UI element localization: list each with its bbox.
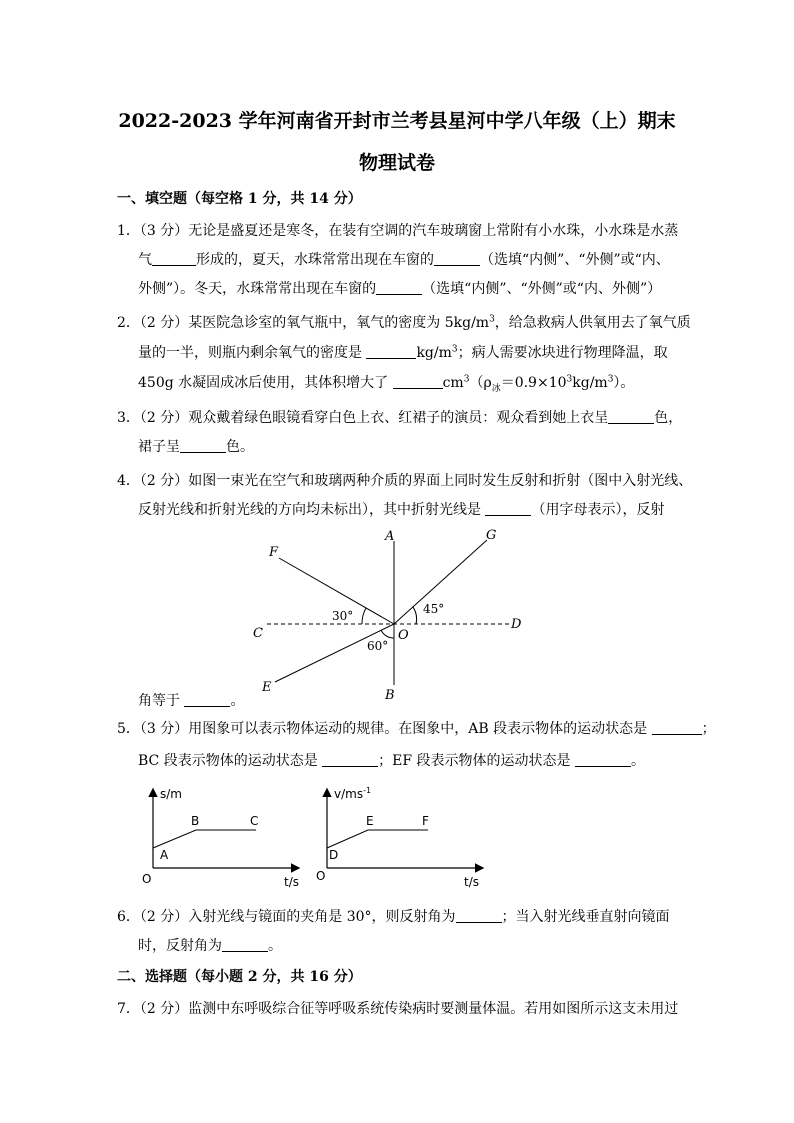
- vt-line: [327, 830, 428, 848]
- q1-text: 外侧”）。冬天，水珠常常出现在车窗的: [138, 281, 377, 297]
- q1-text: （选填“内侧”、“外侧”或“内、: [480, 252, 670, 268]
- q2-sub: 冰: [491, 383, 501, 394]
- q7-line1: 7．（2 分）监测中东呼吸综合征等呼吸系统传染病时要测量体温。若用如图所示这支未用过: [117, 1001, 679, 1017]
- q5-text: BC 段表示物体的运动状态是: [138, 753, 323, 769]
- vt-graph: [312, 782, 492, 892]
- q3-text: 色。: [226, 439, 254, 455]
- q1-line3: [138, 278, 661, 298]
- ray-oe: [275, 624, 394, 682]
- vt-label-f: F: [422, 814, 429, 828]
- q6-blank-2[interactable]: [222, 937, 268, 952]
- q4-text: （用字母表示），反射: [531, 502, 665, 518]
- q4-text: 反射光线和折射光线的方向均未标出），其中折射光线是: [138, 502, 486, 518]
- q2-text: 450g 水凝固成冰后使用，其体积增大了: [138, 375, 393, 391]
- q6-text: ；当入射光线垂直射向镜面: [501, 909, 670, 925]
- q2-text: 量的一半，则瓶内剩余氧气的密度是: [138, 345, 367, 361]
- q2-text: ＝0.9×10: [500, 375, 567, 391]
- q2-line1: [117, 312, 691, 332]
- q4-text: 。: [230, 693, 245, 709]
- label-b: B: [385, 688, 395, 703]
- q2-sup: 3: [607, 374, 614, 385]
- q6-line1: [117, 906, 670, 926]
- vt-ylabel-sup: -1: [363, 786, 372, 795]
- q5-line1: [117, 718, 716, 738]
- q6-line2: [138, 935, 282, 955]
- label-e: E: [262, 680, 272, 695]
- vt-label-d: D: [329, 848, 339, 862]
- q4-blank-2[interactable]: [184, 692, 230, 707]
- st-label-b: B: [191, 814, 200, 828]
- q2-text: kg/m: [416, 345, 452, 361]
- q1-line1: 1．（3 分）无论是盛夏还是寒冬，在装有空调的汽车玻璃窗上常附有小水珠，小水珠是水蒸: [117, 223, 679, 239]
- q3-text: 裙子呈: [138, 439, 180, 455]
- st-origin: O: [142, 872, 152, 886]
- page-title: 2022-2023 学年河南省开封市兰考县星河中学八年级（上）期末: [118, 110, 676, 132]
- q2-text: ）。: [613, 375, 635, 391]
- q2-line2: [138, 342, 668, 362]
- q1-line2: [138, 249, 670, 269]
- q6-text: 时，反射角为: [138, 938, 222, 954]
- q3-text: 3．（2 分）观众戴着绿色眼镜看穿白色上衣、红裙子的演员：观众看到她上衣呈: [117, 410, 609, 426]
- q2-line3: [138, 372, 634, 394]
- q2-text: 2．（2 分）某医院急诊室的氧气瓶中，氧气的密度为 5kg/m: [117, 315, 490, 331]
- vt-ylabel-text: v/ms: [334, 787, 364, 801]
- q2-sup: 3: [451, 344, 458, 355]
- st-label-c: C: [250, 814, 259, 828]
- q2-text: ；病人需要冰块进行物理降温，取: [457, 345, 668, 361]
- angle-label-30: 30°: [332, 609, 354, 623]
- q2-text: kg/m: [572, 375, 608, 391]
- label-o: O: [398, 628, 409, 643]
- q5-text: 。: [631, 753, 646, 769]
- q5-text: 5．（3 分）用图象可以表示物体运动的规律。在图象中，AB 段表示物体的运动状态是: [117, 721, 652, 737]
- arc-60: [381, 630, 394, 638]
- page-subtitle: 物理试卷: [358, 152, 435, 174]
- label-d: D: [511, 617, 522, 632]
- q1-blank-1[interactable]: [152, 251, 196, 266]
- angle-label-60: 60°: [367, 639, 389, 653]
- q2-sup: 3: [489, 314, 495, 325]
- q2-text: ，给急救病人供氧用去了氧气质: [494, 315, 691, 331]
- vt-xlabel: t/s: [464, 875, 479, 889]
- st-xlabel: t/s: [284, 875, 299, 889]
- q1-text: （选填“内侧”、“外侧”或“内、外侧”）: [422, 281, 662, 297]
- q5-line2: [138, 750, 645, 770]
- section-heading-choice: 二、选择题（每小题 2 分，共 16 分）: [117, 969, 362, 985]
- label-c: C: [253, 626, 263, 641]
- q6-text: 6．（2 分）入射光线与镜面的夹角是 30°，则反射角为: [117, 909, 456, 925]
- q3-text: 色，: [654, 410, 683, 426]
- section-heading-fill: 一、填空题（每空格 1 分，共 14 分）: [117, 191, 362, 207]
- q2-text: cm: [442, 375, 464, 391]
- q4-line3: [138, 690, 244, 710]
- st-graph: [138, 782, 308, 892]
- vt-label-e: E: [366, 814, 374, 828]
- q2-sup: 3: [463, 374, 470, 385]
- q1-text: 形成的，夏天，水珠常常出现在车窗的: [196, 252, 434, 268]
- q3-line2: [138, 436, 254, 456]
- refraction-diagram: [245, 525, 535, 705]
- label-f: F: [269, 545, 279, 560]
- angle-label-45: 45°: [423, 602, 445, 616]
- q4-line1: 4．（2 分）如图一束光在空气和玻璃两种介质的界面上同时发生反射和折射（图中入射光线、: [117, 473, 693, 489]
- q1-text: 气: [138, 252, 152, 268]
- q1-blank-2[interactable]: [434, 251, 480, 266]
- q4-line2: [138, 499, 664, 519]
- st-ylabel: s/m: [160, 787, 182, 801]
- q5-blank-3[interactable]: [575, 752, 631, 767]
- q3-blank-1[interactable]: [608, 409, 654, 424]
- q4-text: 角等于: [138, 693, 185, 709]
- st-line: [153, 830, 256, 848]
- vt-origin: O: [316, 869, 326, 883]
- q5-text: ；EF 段表示物体的运动状态是: [378, 753, 576, 769]
- st-label-a: A: [160, 848, 169, 862]
- q5-text: ；: [701, 721, 716, 737]
- q4-blank-1[interactable]: [485, 501, 531, 516]
- q5-blank-2[interactable]: [322, 752, 378, 767]
- label-g: G: [486, 528, 497, 543]
- label-a: A: [385, 529, 395, 544]
- q1-blank-3[interactable]: [376, 280, 422, 295]
- arc-30: [362, 608, 366, 624]
- q3-line1: [117, 407, 682, 427]
- q2-text: （ρ: [469, 375, 492, 391]
- q3-blank-2[interactable]: [180, 438, 226, 453]
- q2-blank-2[interactable]: [393, 374, 443, 389]
- q2-sup: 3: [566, 374, 573, 385]
- q6-blank-1[interactable]: [456, 908, 502, 923]
- q5-blank-1[interactable]: [652, 720, 702, 735]
- vt-ylabel: [334, 786, 371, 801]
- q2-blank-1[interactable]: [366, 344, 416, 359]
- arc-45: [413, 607, 417, 624]
- q6-text: 。: [268, 938, 282, 954]
